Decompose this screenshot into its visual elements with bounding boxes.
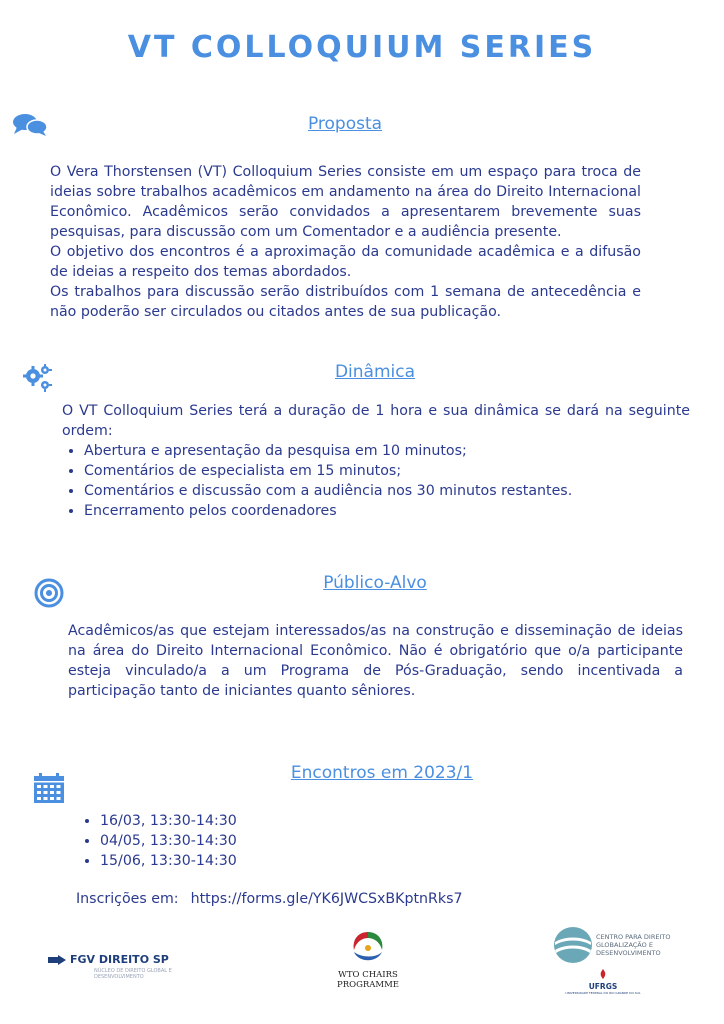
calendar-icon (34, 773, 64, 803)
wto-line2: PROGRAMME (336, 980, 400, 990)
dinamica-intro: O VT Colloquium Series terá a duração de 1 hora e sua dinâmica se dará na seguinte ordem: (62, 403, 690, 439)
list-item: • Comentários e discussão com a audiência nos 30 minutos restantes. (84, 481, 690, 501)
fgv-name: FGV DIREITO SP (70, 953, 169, 966)
cdg-logo (553, 926, 673, 995)
ufrgs-name: UFRGS (588, 982, 618, 991)
list-item: • 15/06, 13:30-14:30 (100, 851, 378, 871)
cdg-line3: DESENVOLVIMENTO (596, 949, 661, 957)
list-item: • Abertura e apresentação da pesquisa em 10 minutos; (84, 441, 690, 461)
dinamica-list (62, 441, 690, 521)
fgv-subtitle: NÚCLEO DE DIREITO GLOBAL E DESENVOLVIMENTO (94, 968, 172, 980)
fgv-logo (48, 953, 208, 980)
cdg-line1: CENTRO PARA DIREITO (596, 933, 671, 941)
fgv-arrow-icon (48, 955, 66, 965)
list-item: • Comentários de especialista em 15 minutos; (84, 461, 690, 481)
dinamica-heading: Dinâmica (334, 362, 416, 382)
proposta-text (50, 162, 641, 322)
chat-bubbles-icon (12, 113, 48, 137)
dates-list (78, 811, 378, 871)
wto-line1: WTO CHAIRS (338, 970, 398, 980)
wto-emblem-icon (346, 926, 390, 966)
proposta-paragraph: O Vera Thorstensen (VT) Colloquium Series consiste em um espaço para troca de ideias sobre trabalhos acadêmicos em andamento na área do Direito Internacional Econômico. Acadêmicos serão convidados a apresentarem brevemente suas pesquisas, para discussão com um Comentador e a audiência presente. (50, 164, 641, 240)
target-icon (34, 578, 64, 608)
gears-icon (23, 364, 53, 392)
wto-chairs-logo (330, 926, 406, 998)
ufrgs-subtitle: UNIVERSIDADE FEDERAL DO RIO GRANDE DO SUL (565, 991, 641, 995)
publico-text (68, 621, 683, 701)
dinamica-text (62, 401, 690, 521)
cdg-emblem-icon (553, 926, 593, 964)
list-item: • 04/05, 13:30-14:30 (100, 831, 378, 851)
publico-paragraph: Acadêmicos/as que estejam interessados/as na construção e disseminação de ideias na área do Direito Internacional Econômico. Não é obrigatório que o/a participante esteja vinculado/a a um Programa de Pós-Graduação, sendo incentivada a participação tanto de iniciantes quanto sêniores. (68, 623, 683, 699)
registration-label: Inscrições em: (76, 891, 179, 907)
proposta-paragraph: O objetivo dos encontros é a aproximação da comunidade acadêmica e a difusão de ideias a respeito dos temas abordados. (50, 244, 641, 280)
encontros-dates (78, 811, 378, 871)
proposta-paragraph: Os trabalhos para discussão serão distribuídos com 1 semana de antecedência e não poderão ser circulados ou citados antes de sua publicação. (50, 284, 641, 320)
registration-line (76, 891, 463, 907)
registration-link[interactable]: https://forms.gle/YK6JWCSxBKptnRks7 (190, 891, 463, 907)
encontros-heading: Encontros em 2023/1 (290, 763, 474, 783)
proposta-heading: Proposta (307, 114, 383, 134)
ufrgs-flame-icon (598, 969, 608, 979)
list-item: • Encerramento pelos coordenadores (84, 501, 690, 521)
list-item: • 16/03, 13:30-14:30 (100, 811, 378, 831)
page-title: VT COLLOQUIUM SERIES (127, 30, 597, 65)
cdg-line2: GLOBALIZAÇÃO E (596, 941, 653, 949)
publico-heading: Público-Alvo (323, 573, 427, 593)
